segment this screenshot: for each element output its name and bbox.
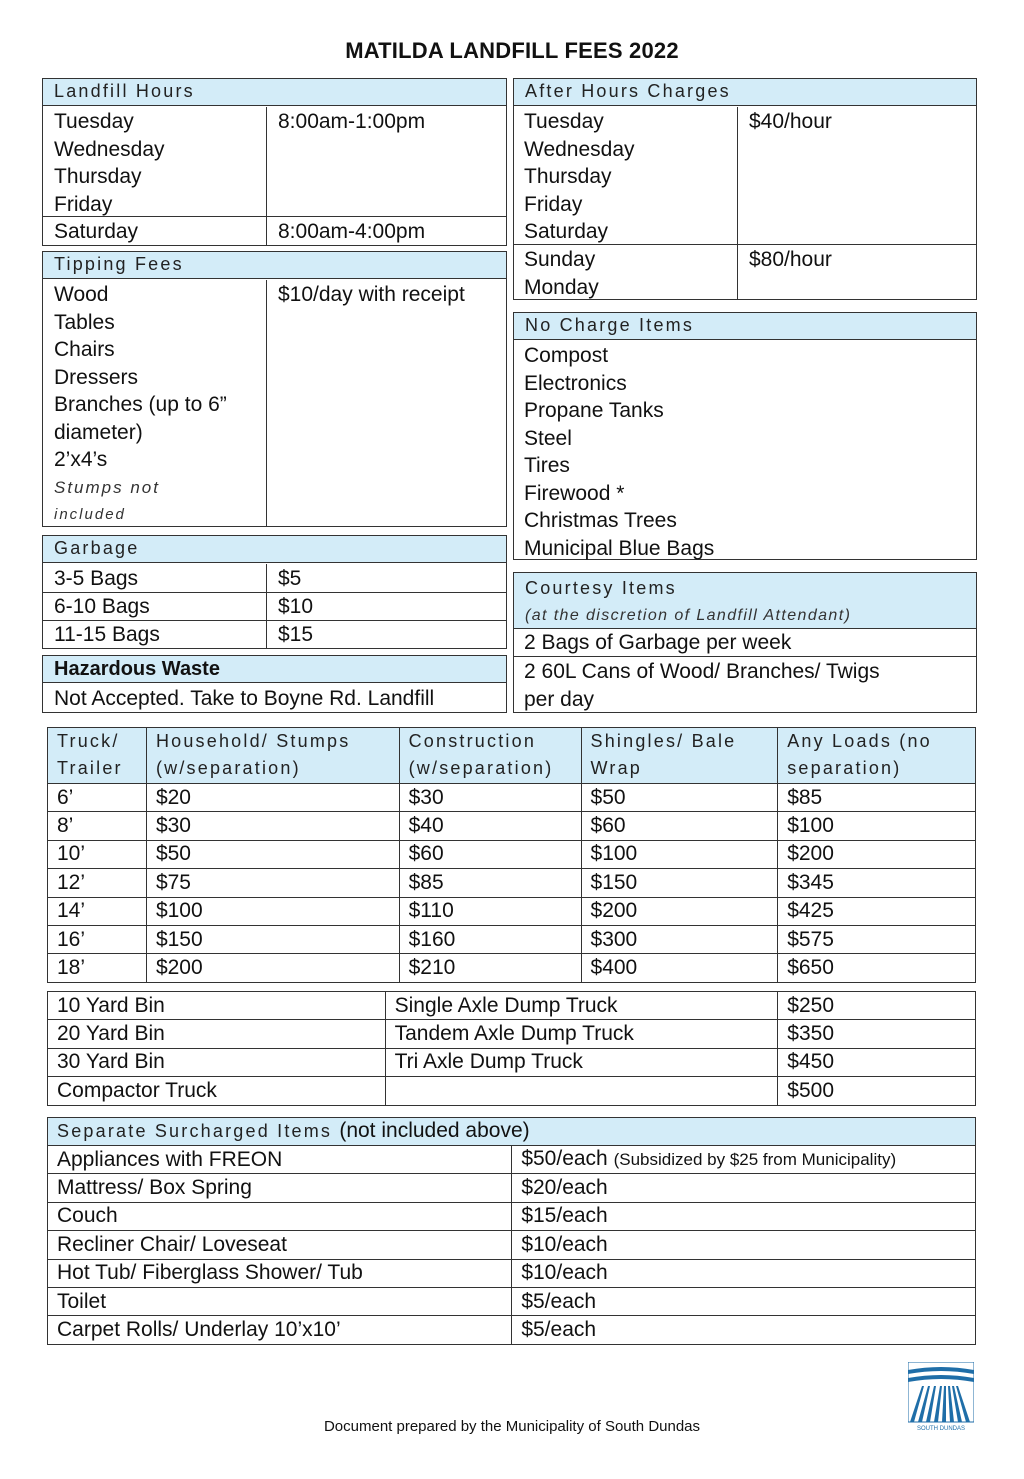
table-row: 10’ $50 $60 $100 $200 — [48, 840, 976, 868]
list-item: Steel — [524, 426, 572, 450]
after-hours-rate-1: $40/hour — [749, 110, 832, 133]
landfill-weekday-days: Tuesday Wednesday Thursday Friday — [54, 110, 165, 216]
table-row: Compactor Truck $500 — [48, 1077, 976, 1105]
column-header: Construction (w/separation) — [399, 728, 581, 784]
no-charge-list — [524, 342, 714, 562]
garbage-row: 6-10 Bags — [54, 595, 150, 618]
hazardous-header: Hazardous Waste — [43, 656, 506, 683]
table-row: Recliner Chair/ Loveseat $10/each — [48, 1231, 976, 1259]
list-item: Compost — [524, 344, 609, 367]
garbage-box — [42, 535, 507, 649]
table-row: Appliances with FREON $50/each (Subsidized by $25 from Municipality) — [48, 1146, 976, 1174]
table-row: Couch $15/each — [48, 1202, 976, 1230]
list-item: Propane Tanks — [524, 399, 664, 422]
tipping-fees-header: Tipping Fees — [43, 252, 506, 279]
courtesy-header: Courtesy Items (at the discretion of Landfill Attendant) — [514, 573, 976, 629]
courtesy-box — [513, 572, 977, 713]
table-row: 10 Yard Bin Single Axle Dump Truck $250 — [48, 992, 976, 1020]
courtesy-subheader: (at the discretion of Landfill Attendant) — [525, 607, 852, 624]
table-header-row — [48, 728, 976, 784]
tipping-fee: $10/day with receipt — [278, 283, 465, 306]
table-row: 8’ $30 $40 $60 $100 — [48, 812, 976, 840]
page-title: MATILDA LANDFILL FEES 2022 — [345, 38, 679, 63]
list-item: Christmas Trees — [524, 509, 677, 532]
surcharge-header-note: (not included above) — [339, 1119, 530, 1142]
hazardous-text: Not Accepted. Take to Boyne Rd. Landfill — [54, 687, 435, 710]
hazardous-waste-box — [42, 655, 507, 713]
courtesy-item-2: 2 60L Cans of Wood/ Branches/ Twigs per day — [524, 660, 880, 711]
landfill-hours-header: Landfill Hours — [43, 79, 506, 106]
column-header: Household/ Stumps (w/separation) — [146, 728, 399, 784]
garbage-row: 11-15 Bags — [54, 623, 160, 646]
garbage-row: 3-5 Bags — [54, 567, 139, 590]
table-row: Carpet Rolls/ Underlay 10’x10’ $5/each — [48, 1316, 976, 1344]
table-row: 30 Yard Bin Tri Axle Dump Truck $450 — [48, 1048, 976, 1076]
garbage-fee: $5 — [278, 567, 302, 590]
subsidy-note: (Subsidized by $25 from Municipality) — [613, 1150, 897, 1170]
column-header: Truck/ Trailer — [48, 728, 147, 784]
after-hours-days-2: Sunday Monday — [524, 248, 599, 299]
column-header: Shingles/ Bale Wrap — [581, 728, 778, 784]
bin-fee-table — [47, 991, 976, 1106]
no-charge-box — [513, 312, 977, 560]
surcharge-header: Separate Surcharged Items (not included above) — [48, 1118, 976, 1146]
landfill-hours-box — [42, 78, 507, 246]
landfill-weekday-time: 8:00am-1:00pm — [278, 110, 426, 133]
table-row: Mattress/ Box Spring $20/each — [48, 1174, 976, 1202]
truck-fee-table — [47, 727, 976, 983]
logo-text: SOUTH DUNDAS — [916, 1426, 966, 1432]
table-row: Toilet $5/each — [48, 1287, 976, 1315]
list-item: Municipal Blue Bags — [524, 536, 715, 560]
table-row: 18’ $200 $210 $400 $650 — [48, 954, 976, 982]
garbage-header: Garbage — [43, 536, 506, 563]
list-item: Electronics — [524, 371, 627, 395]
column-header: Any Loads (no separation) — [778, 728, 976, 784]
after-hours-box — [513, 78, 977, 300]
list-item: Firewood * — [524, 481, 625, 505]
garbage-fee: $15 — [278, 623, 314, 646]
after-hours-header: After Hours Charges — [514, 79, 976, 106]
courtesy-item-1: 2 Bags of Garbage per week — [524, 631, 792, 654]
after-hours-days-1: Tuesday Wednesday Thursday Friday Saturday — [524, 110, 635, 243]
tipping-fees-box — [42, 251, 507, 527]
surcharge-table — [47, 1117, 976, 1345]
footer-text: Document prepared by the Municipality of South Dundas — [323, 1418, 701, 1435]
table-row: Hot Tub/ Fiberglass Shower/ Tub $10/each — [48, 1259, 976, 1287]
table-row: 16’ $150 $160 $300 $575 — [48, 925, 976, 953]
table-row: 12’ $75 $85 $150 $345 — [48, 869, 976, 897]
table-row: 6’ $20 $30 $50 $85 — [48, 784, 976, 812]
table-row: 20 Yard Bin Tandem Axle Dump Truck $350 — [48, 1020, 976, 1048]
garbage-fee: $10 — [278, 595, 314, 618]
landfill-saturday-day: Saturday — [54, 220, 139, 243]
stumps-note: Stumps not — [54, 477, 160, 497]
surcharge-header-row — [48, 1118, 976, 1146]
tipping-items-list: Wood Tables Chairs Dressers Branches (up to 6” diameter) 2’x4’s Stumps not included — [54, 283, 227, 523]
no-charge-header: No Charge Items — [514, 313, 976, 340]
list-item: Tires — [524, 454, 570, 477]
after-hours-rate-2: $80/hour — [749, 248, 832, 271]
table-row: 14’ $100 $110 $200 $425 — [48, 897, 976, 925]
landfill-saturday-time: 8:00am-4:00pm — [278, 220, 426, 243]
